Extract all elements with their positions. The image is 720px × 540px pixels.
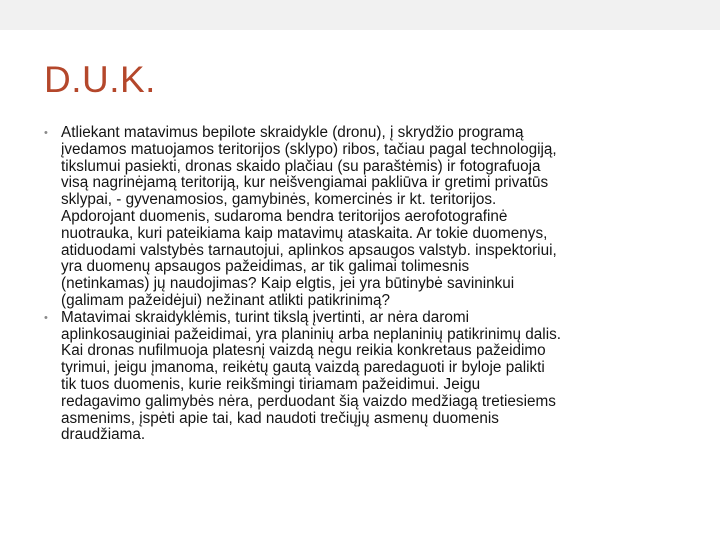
bullet-2-line-4: tyrimui, jeigu įmanoma, reikėtų gautą vaizdą paredaguoti ir byloje palikti xyxy=(61,359,545,377)
bullet-1-line-2: įvedamos matuojamos teritorijos (sklypo) ribos, tačiau pagal technologiją, xyxy=(61,140,557,158)
bullet-2-line-6: redagavimo galimybės nėra, perduodant šią vaizdo medžiagą tretiesiems xyxy=(61,392,556,410)
bullet-marker: • xyxy=(44,127,48,139)
bullet-1-line-8: atiduodami valstybės tarnautojui, aplinkos apsaugos valstyb. inspektoriui, xyxy=(61,241,557,259)
bullet-list xyxy=(44,125,699,444)
bullet-2-line-3: Kai dronas nufilmuoja platesnį vaizdą negu reikia konkretaus pažeidimo xyxy=(61,342,546,360)
bullet-1-line-5: sklypai, - gyvenamosios, gamybinės, komercinės ir kt. teritorijos. xyxy=(61,191,497,209)
bullet-1-line-1: Atliekant matavimus bepilote skraidykle (dronu), į skrydžio programą xyxy=(61,124,524,141)
slide-title: D.U.K. xyxy=(44,59,156,100)
bullet-1-line-3: tikslumui pasiekti, dronas skaido plačiau (su paraštėmis) ir fotografuoja xyxy=(61,157,541,175)
bullet-1-line-7: nuotrauka, kuri pateikiama kaip matavimų ataskaita. Ar tokie duomenys, xyxy=(61,224,548,242)
bullet-2-line-7: asmenims, įspėti apie tai, kad naudoti trečiųjų asmenų duomenis xyxy=(61,409,499,427)
bullet-1-line-11: (galimam pažeidėjui) nežinant atlikti patikrinimą? xyxy=(61,291,391,309)
bullet-1-line-10: (netinkamas) jų naudojimas? Kaip elgtis, jei yra būtinybė savininkui xyxy=(61,275,515,293)
bullet-2-line-1: Matavimai skraidyklėmis, turint tikslą įvertinti, ar nėra daromi xyxy=(61,308,470,326)
bullet-1-line-4: visą nagrinėjamą teritoriją, kur neišvengiamai pakliūva ir gretimi privatūs xyxy=(61,174,549,192)
bullet-item-2 xyxy=(44,310,699,444)
slide-top-band xyxy=(0,0,720,30)
bullet-marker: • xyxy=(44,311,48,324)
bullet-item-1 xyxy=(44,125,699,310)
bullet-2-line-8: draudžiama. xyxy=(61,426,146,444)
bullet-2-line-5: tik tuos duomenis, kurie reikšmingi tiriamam pažeidimui. Jeigu xyxy=(61,375,481,393)
bullet-2-line-2: aplinkosauginiai pažeidimai, yra planinių arba neplaninių patikrinimų dalis. xyxy=(61,325,561,343)
bullet-1-line-9: yra duomenų apsaugos pažeidimas, ar tik galimai tolimesnis xyxy=(61,258,470,276)
bullet-1-line-6: Apdorojant duomenis, sudaroma bendra teritorijos aerofotografinė xyxy=(61,207,508,225)
